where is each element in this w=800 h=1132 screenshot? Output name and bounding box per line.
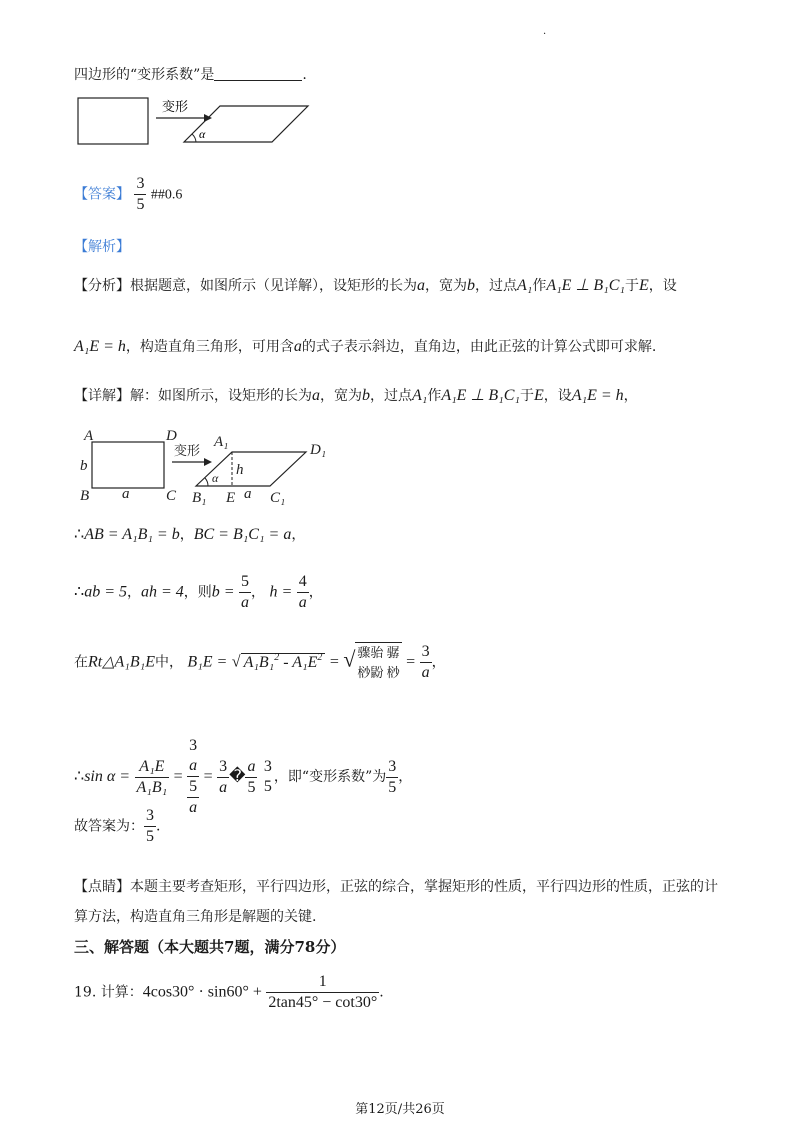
rect-ABCD (92, 442, 164, 488)
answer-blank (214, 66, 302, 81)
fig1-angle-label: α (199, 127, 206, 141)
problem-text: 四边形的“变形系数”是 (74, 67, 215, 83)
analysis-tag: 【解析】 (74, 239, 130, 255)
answer-tag: 【答案】 (74, 186, 130, 203)
fig2-arrow-label: 变形 (174, 444, 201, 459)
label-B: B (80, 488, 90, 504)
compound-fraction: 3 a 5 a (189, 737, 198, 816)
top-dot: . (543, 26, 547, 37)
final-answer: 故答案为： $\frac{3}{5}$ . (74, 807, 161, 845)
problem-tail (74, 64, 307, 84)
step-1: ∴AB = A₁B₁ = b，BC = B₁C₁ = a， (74, 526, 306, 543)
figure-transform-2 (74, 424, 344, 508)
label-D: D (166, 428, 177, 444)
label-a: a (122, 486, 130, 502)
figure-transform-1 (74, 94, 324, 150)
sin-fraction: $\frac{\text{A₁E}}{\text{A₁B₁}}$ (136, 757, 168, 796)
answer-line (74, 174, 182, 215)
fig1-arrow-label: 变形 (162, 100, 189, 115)
step-3: 在Rt△A₁B₁E中， B₁E = √ $A_1B_1^2 - A_1E^2$ = √ 骤骀 骣 桫鼢 桫 = $\frac{3}{a}$ ， (74, 643, 446, 681)
label-a2: a (244, 486, 252, 502)
h-fraction: $\frac{4}{a}$ (298, 573, 307, 611)
fenxi-line2: A₁E = h，构造直角三角形，可用含a的式子表示斜边，直角边，由此正弦的计算公式即可求解. (74, 338, 657, 355)
rectangle-shape (78, 98, 148, 144)
label-C: C (166, 488, 177, 504)
b-fraction: $\frac{5}{a}$ (241, 573, 250, 611)
label-D1: D₁ (310, 442, 327, 458)
step-4: ∴sin α = $\frac{\text{A₁E}}{\text{A₁B₁}}$ = 3 a 5 a = $\frac{3}{a}$ � $\frac{a}{5}$ 3 5 ，即“变形系数”为 $\frac{3}{5}$ ， (74, 737, 413, 816)
section-heading: 三、解答题（本大题共7题，满分78分） (74, 938, 346, 956)
fenxi-line1: 【分析】根据题意，如图所示（见详解），设矩形的长为a，宽为b，过点A₁作A₁E ⊥ B₁C₁于E，设 (74, 277, 677, 294)
answer-fraction: $\frac{3}{5}$ (136, 175, 145, 213)
label-C1: C₁ (270, 490, 286, 506)
garbled-expression: 骤骀 骣 桫鼢 桫 (355, 642, 401, 683)
step-2: ∴ab = 5，ah = 4，则b = $\frac{5}{a}$ ， h = $\frac{4}{a}$ ， (74, 573, 323, 611)
answer-suffix: ##0.6 (150, 187, 183, 203)
result-fraction: $\frac{3}{a}$ (421, 643, 430, 681)
xiangjie-line: 【详解】解：如图所示，设矩形的长为a，宽为b，过点A₁作A₁E ⊥ B₁C₁于E，设A₁E = h， (74, 387, 638, 404)
label-B1: B₁ (192, 490, 207, 506)
problem-end: . (302, 67, 307, 83)
label-A1: A₁ (214, 434, 229, 450)
dianjing-line2: 算方法，构造直角三角形是解题的关键. (74, 909, 317, 925)
label-E: E (226, 490, 236, 506)
label-alpha: α (212, 471, 219, 485)
dianjing-line1: 【点睛】本题主要考查矩形，平行四边形，正弦的综合，掌握矩形的性质，平行四边形的性质，正弦的计 (74, 879, 718, 895)
sqrt-expression: $A_1B_1^2 - A_1E^2$ (241, 653, 326, 671)
label-A: A (84, 428, 94, 444)
label-h: h (236, 462, 244, 478)
question-19: 19. 计算：4cos30° · sin60° + $\frac{1}{2\tan 45^\circ - \cot 30^\circ}$ . (74, 973, 384, 1011)
label-b: b (80, 458, 88, 474)
page-footer: 第12页/共26页 (355, 1102, 445, 1117)
